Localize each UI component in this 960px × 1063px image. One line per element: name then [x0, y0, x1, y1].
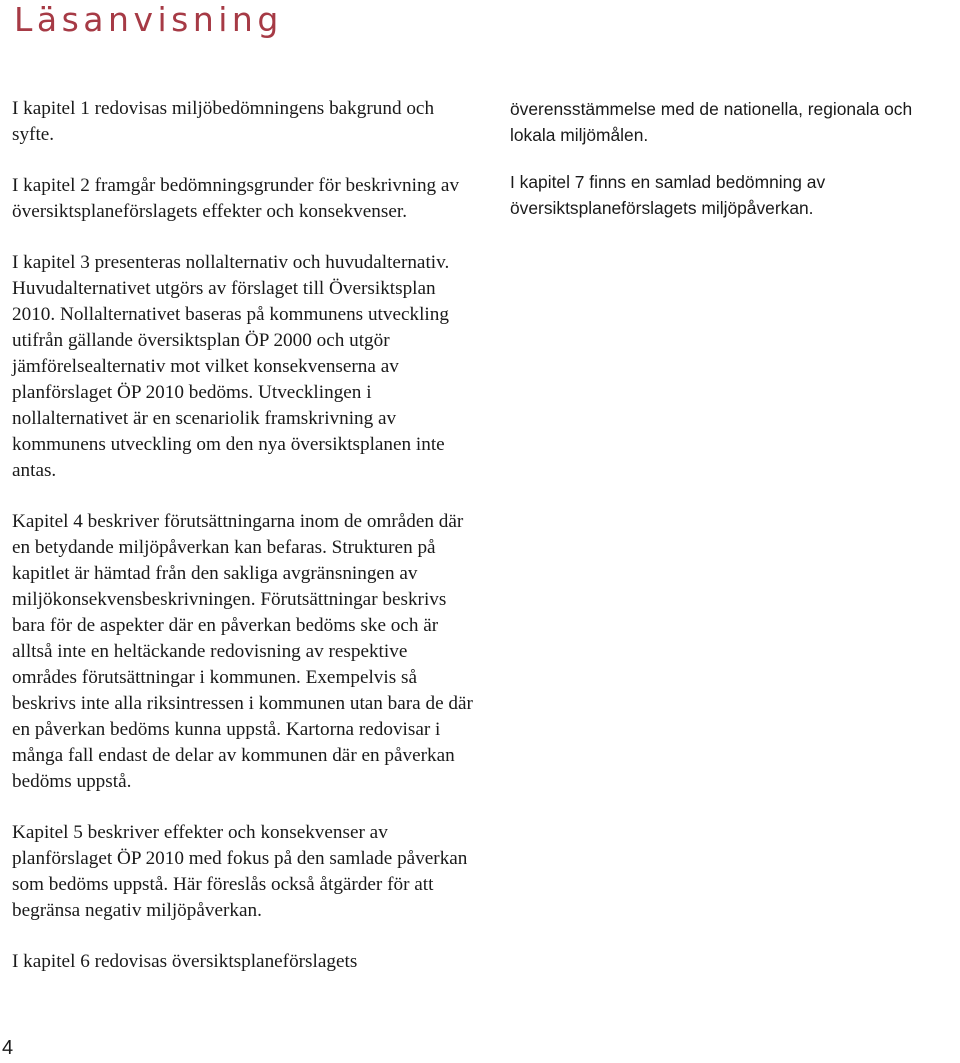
- paragraph-chapter-6-continued: överensstämmelse med de nationella, regionala och lokala miljömålen.: [510, 99, 913, 145]
- paragraph-chapter-1: I kapitel 1 redovisas miljöbedömningens bakgrund och syfte.: [12, 98, 435, 145]
- page-title: Läsanvisning: [14, 0, 283, 39]
- paragraph-chapter-7: I kapitel 7 finns en samlad bedömning av översiktsplaneförslagets miljöpåverkan.: [510, 172, 826, 218]
- left-text-column: [12, 96, 474, 1000]
- paragraph-chapter-2: I kapitel 2 framgår bedömningsgrunder för beskrivning av översiktsplaneförslagets effekter och konsekvenser.: [12, 175, 460, 222]
- paragraph-chapter-4: Kapitel 4 beskriver förutsättningarna inom de områden där en betydande miljöpåverkan kan befaras. Strukturen på kapitlet är hämtad från den sakliga avgränsningen av miljökonsekvensbeskrivningen. Förutsättningar beskrivs bara för de aspekter där en påverkan bedöms ske och är alltså inte en heltäckande redovisning av respektive områdes förutsättningar i kommunen. Exempelvis så beskrivs inte alla riksintressen i kommunen utan bara de där en påverkan bedöms kunna uppstå. Kartorna redovisar i många fall endast de delar av kommunen där en påverkan bedöms uppstå.: [12, 511, 473, 792]
- page-number: 4: [2, 1037, 14, 1059]
- right-text-column: [510, 96, 960, 242]
- paragraph-chapter-6-start: I kapitel 6 redovisas översiktsplaneförslagets: [12, 951, 358, 972]
- paragraph-chapter-5: Kapitel 5 beskriver effekter och konsekvenser av planförslaget ÖP 2010 med fokus på den samlade påverkan som bedöms uppstå. Här föreslås också åtgärder för att begränsa negativ miljöpåverkan.: [12, 822, 468, 921]
- paragraph-chapter-3: I kapitel 3 presenteras nollalternativ och huvudalternativ. Huvudalternativet utgörs av förslaget till Översiktsplan 2010. Nollalternativet baseras på kommunens utveckling utifrån gällande översiktsplan ÖP 2000 och utgör jämförelsealternativ mot vilket konsekvenserna av planförslaget ÖP 2010 bedöms. Utvecklingen i nollalternativet är en scenariolik framskrivning av kommunens utveckling om den nya översiktsplanen inte antas.: [12, 252, 450, 481]
